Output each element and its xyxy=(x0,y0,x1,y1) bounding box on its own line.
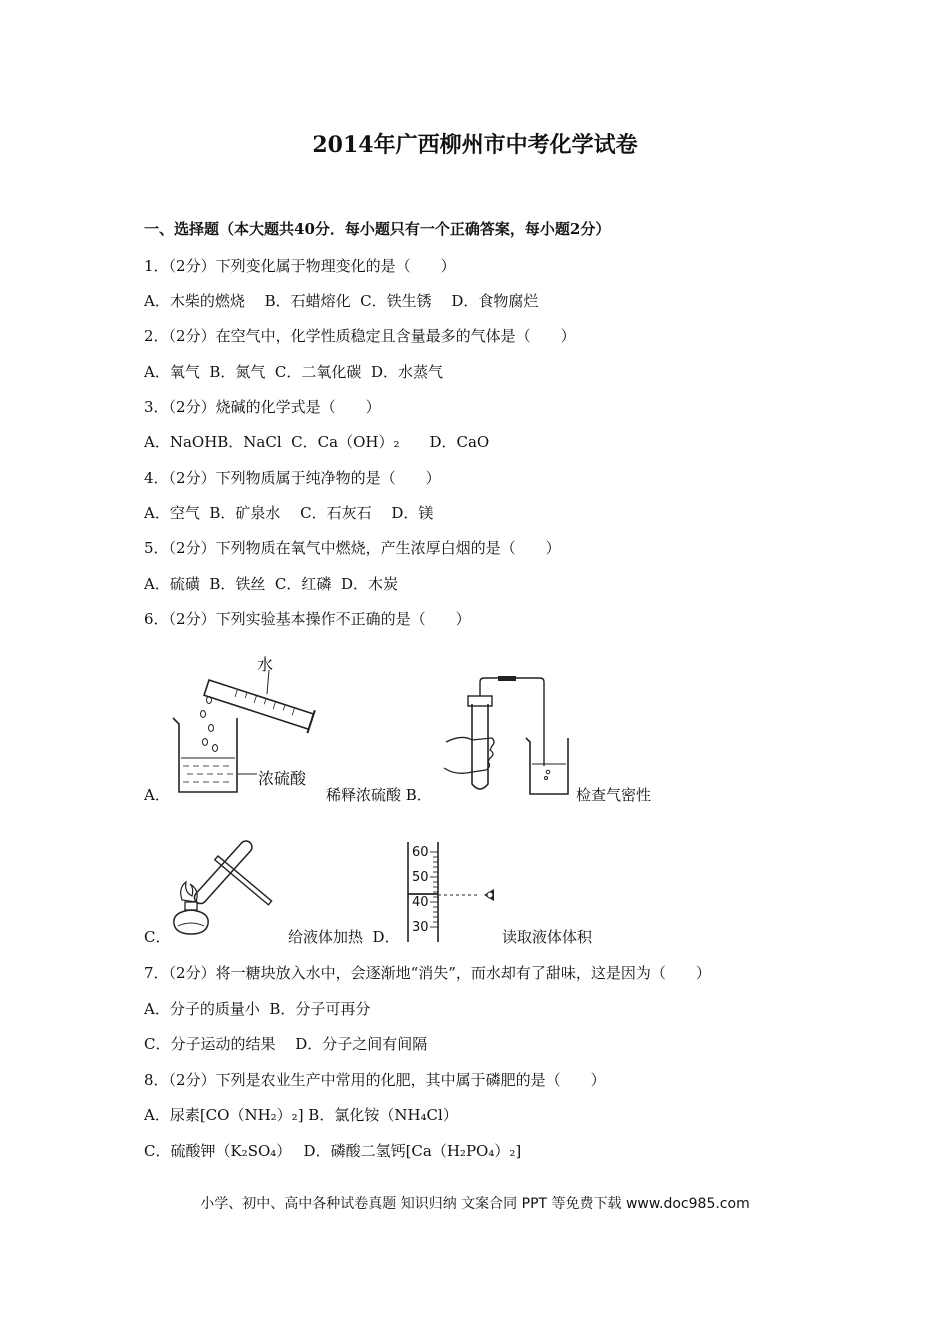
question-8-options-2: C．硫酸钾（K₂SO₄） D．磷酸二氢钙[Ca（H₂PO₄）₂] xyxy=(144,1142,522,1160)
option-c-caption: 给液体加热 D． xyxy=(288,928,400,946)
option-d-caption: 读取液体体积 xyxy=(502,928,593,946)
question-7-options-2: C．分子运动的结果 D．分子之间有间隔 xyxy=(144,1035,428,1053)
heating-illustration xyxy=(162,826,282,944)
tick-50: 50 xyxy=(412,870,429,885)
water-label: 水 xyxy=(257,655,274,674)
section-heading: 一、选择题（本大题共40分．每小题只有一个正确答案，每小题2分） xyxy=(144,220,611,238)
question-7-options-1: A．分子的质量小 B．分子可再分 xyxy=(144,1000,371,1018)
question-1-options: A．木柴的燃烧 B．石蜡熔化 C．铁生锈 D．食物腐烂 xyxy=(144,292,539,310)
tick-30: 30 xyxy=(412,920,429,935)
option-c-label: C． xyxy=(144,928,171,946)
tick-40: 40 xyxy=(412,895,429,910)
question-5: 5．（2分）下列物质在氧气中燃烧，产生浓厚白烟的是（ ） xyxy=(144,539,561,557)
airtightness-illustration xyxy=(436,676,576,800)
acid-label: 浓硫酸 xyxy=(258,769,307,788)
page-title: 2014年广西柳州市中考化学试卷 xyxy=(312,132,638,158)
question-8: 8．（2分）下列是农业生产中常用的化肥，其中属于磷肥的是（ ） xyxy=(144,1071,606,1089)
question-5-options: A．硫磺 B．铁丝 C．红磷 D．木炭 xyxy=(144,575,398,593)
question-7: 7．（2分）将一糖块放入水中，会逐渐地“消失”，而水却有了甜味，这是因为（ ） xyxy=(144,964,711,982)
question-6: 6．（2分）下列实验基本操作不正确的是（ ） xyxy=(144,610,471,628)
tick-60: 60 xyxy=(412,845,429,860)
option-a-caption: 稀释浓硫酸 B． xyxy=(326,786,432,804)
option-a-label: A． xyxy=(144,786,170,804)
question-3-options: A．NaOHB．NaCl C．Ca（OH）₂ D．CaO xyxy=(144,433,490,451)
question-2: 2．（2分）在空气中，化学性质稳定且含量最多的气体是（ ） xyxy=(144,327,576,345)
question-2-options: A．氧气 B．氮气 C．二氧化碳 D．水蒸气 xyxy=(144,363,443,381)
page-footer: 小学、初中、高中各种试卷真题 知识归纳 文案合同 PPT 等免费下载 www.doc985.com xyxy=(200,1196,750,1212)
question-4-options: A．空气 B．矿泉水 C．石灰石 D．镁 xyxy=(144,504,434,522)
question-8-options-1: A．尿素[CO（NH₂）₂] B．氯化铵（NH₄Cl） xyxy=(144,1106,458,1124)
question-3: 3．（2分）烧碱的化学式是（ ） xyxy=(144,398,381,416)
question-4: 4．（2分）下列物质属于纯净物的是（ ） xyxy=(144,469,441,487)
option-b-caption: 检查气密性 xyxy=(576,786,652,804)
question-1: 1．（2分）下列变化属于物理变化的是（ ） xyxy=(144,257,456,275)
